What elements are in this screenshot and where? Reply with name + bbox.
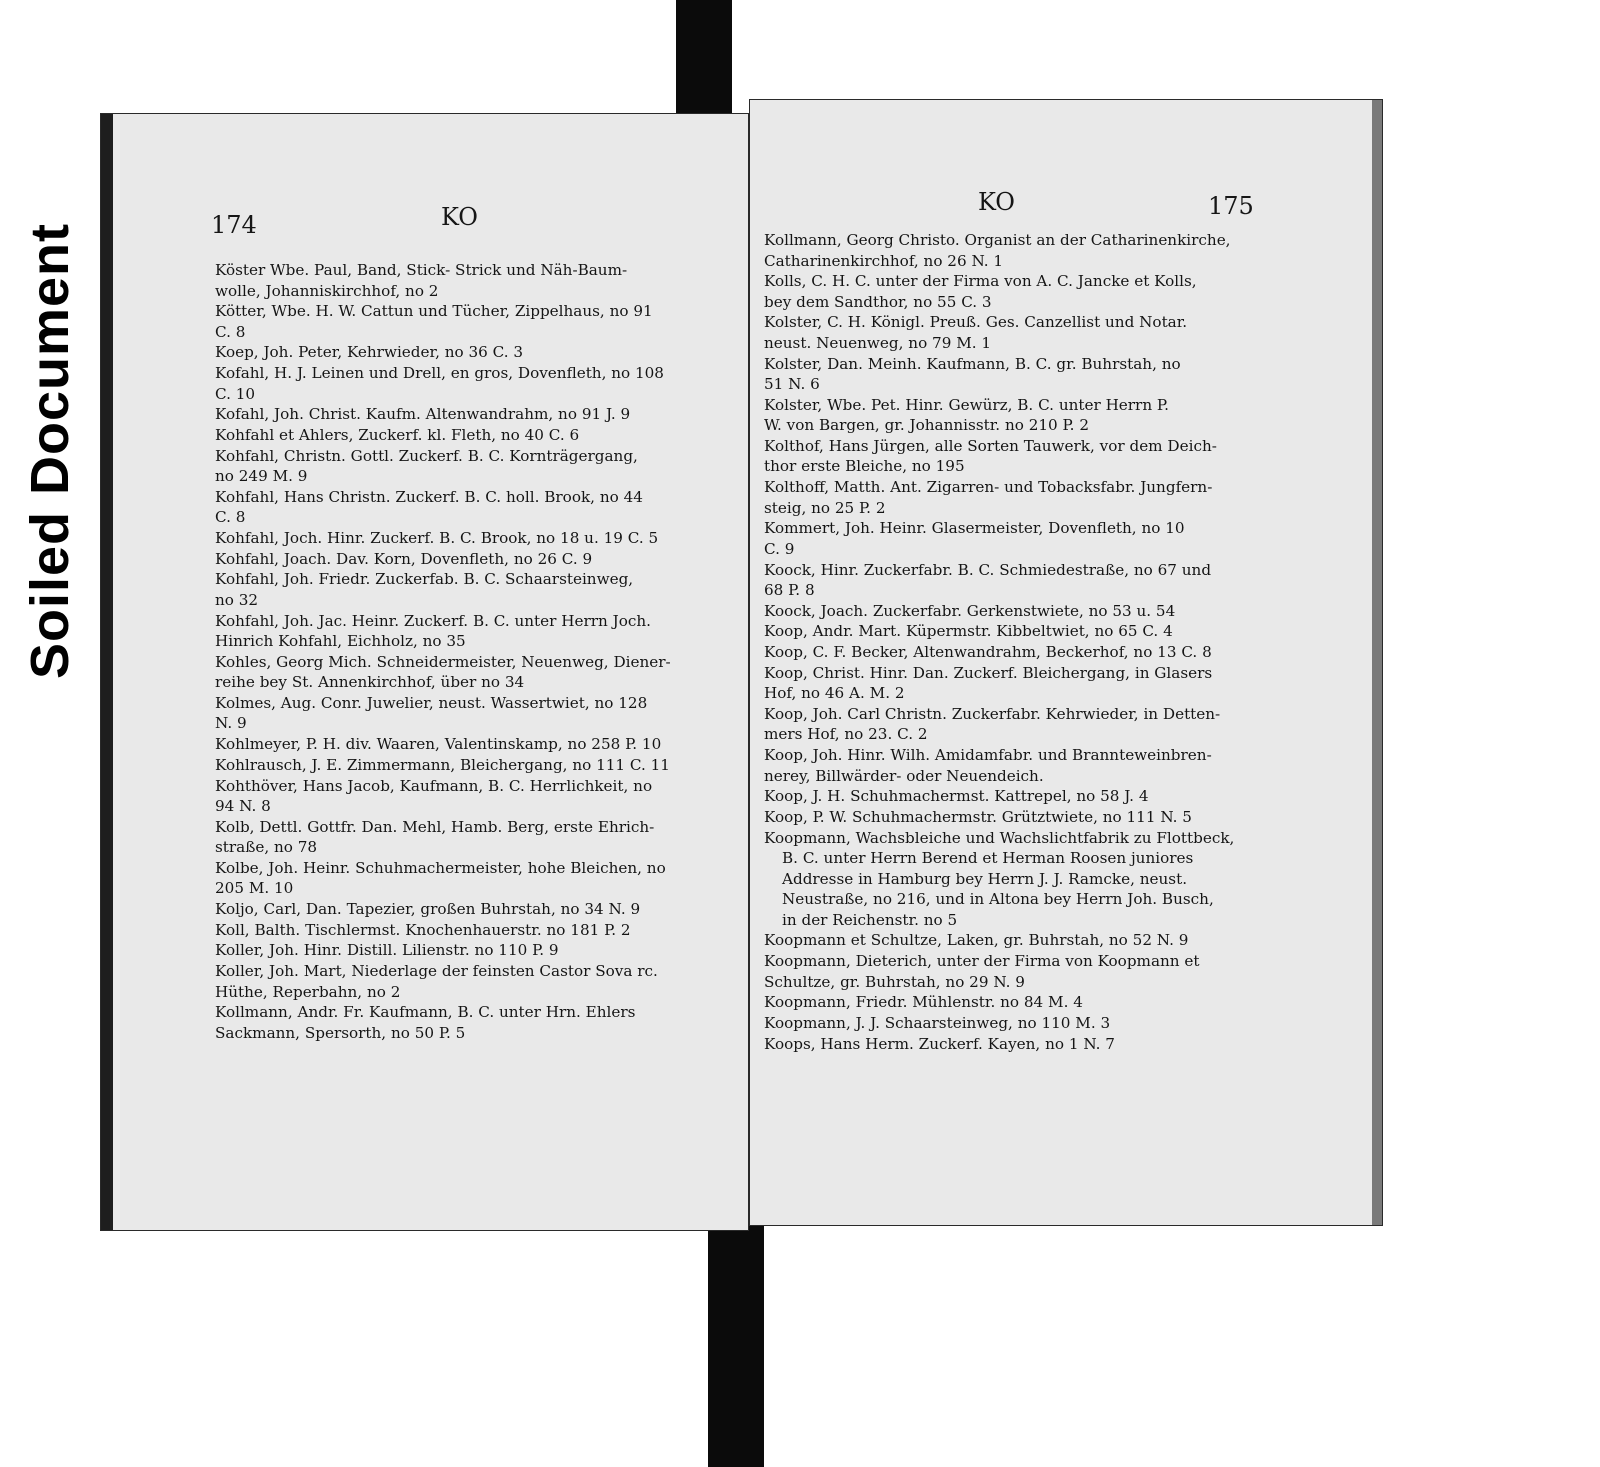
entry-line: Kötter, Wbe. H. W. Cattun und Tücher, Zippelhaus, no 91 xyxy=(215,302,653,321)
entry-line: Kohfahl, Christn. Gottl. Zuckerf. B. C. Kornträgergang, xyxy=(215,446,638,465)
directory-entry xyxy=(215,693,725,734)
directory-entry xyxy=(764,642,1284,663)
entry-continuation: neust. Neuenweg, no 79 M. 1 xyxy=(764,333,992,352)
directory-entry xyxy=(764,312,1284,353)
directory-entry xyxy=(215,404,725,425)
entry-line: Kollmann, Andr. Fr. Kaufmann, B. C. unter Hrn. Ehlers xyxy=(215,1003,636,1022)
entry-line: Kohlrausch, J. E. Zimmermann, Bleichergang, no 111 C. 11 xyxy=(215,755,670,774)
directory-entry xyxy=(764,745,1284,786)
entry-line: Koock, Hinr. Zuckerfabr. B. C. Schmiedestraße, no 67 und xyxy=(764,560,1212,579)
entry-continuation: Hüthe, Reperbahn, no 2 xyxy=(215,982,401,1001)
entry-continuation: C. 9 xyxy=(764,539,795,558)
entry-line: Kommert, Joh. Heinr. Glasermeister, Dovenfleth, no 10 xyxy=(764,519,1185,538)
directory-entry xyxy=(215,611,725,652)
entry-line: Koop, Andr. Mart. Küpermstr. Kibbeltwiet, no 65 C. 4 xyxy=(764,622,1173,641)
directory-entry xyxy=(215,776,725,817)
entry-line: Koep, Joh. Peter, Kehrwieder, no 36 C. 3 xyxy=(215,343,524,362)
entry-continuation: Hof, no 46 A. M. 2 xyxy=(764,684,905,703)
directory-entry xyxy=(215,487,725,528)
directory-entry xyxy=(764,621,1284,642)
entry-continuation: thor erste Bleiche, no 195 xyxy=(764,457,965,476)
entry-line: Koop, Joh. Carl Christn. Zuckerfabr. Kehrwieder, in Detten- xyxy=(764,704,1221,723)
entry-line: Koop, C. F. Becker, Altenwandrahm, Beckerhof, no 13 C. 8 xyxy=(764,643,1212,662)
entry-list xyxy=(764,230,1284,1054)
entry-line: Kohfahl, Joch. Hinr. Zuckerf. B. C. Brook, no 18 u. 19 C. 5 xyxy=(215,529,659,547)
entry-line: Kolster, C. H. Königl. Preuß. Ges. Canzellist und Notar. xyxy=(764,313,1188,332)
directory-entry xyxy=(215,755,725,776)
directory-entry xyxy=(764,560,1284,601)
entry-continuation: C. 8 xyxy=(215,322,246,341)
entry-line: Kohfahl, Joh. Friedr. Zuckerfab. B. C. Schaarsteinweg, xyxy=(215,570,634,589)
entry-line: Kolthof, Hans Jürgen, alle Sorten Tauwerk, vor dem Deich- xyxy=(764,436,1217,455)
entry-line: Kolbe, Joh. Heinr. Schuhmachermeister, hohe Bleichen, no xyxy=(215,858,666,877)
directory-entry xyxy=(215,920,725,941)
directory-entry xyxy=(764,1013,1284,1034)
entry-line: Koller, Joh. Mart, Niederlage der feinsten Castor Sova rc. xyxy=(215,962,658,981)
bookmark-ribbon-top xyxy=(676,0,732,118)
directory-entry xyxy=(215,446,725,487)
entry-line: Kolmes, Aug. Conr. Juwelier, neust. Wassertwiet, no 128 xyxy=(215,693,648,712)
directory-entry xyxy=(764,663,1284,704)
directory-entry xyxy=(215,734,725,755)
directory-entry xyxy=(764,230,1284,271)
directory-entry xyxy=(764,271,1284,312)
directory-entry xyxy=(764,395,1284,436)
entry-line: Kohles, Georg Mich. Schneidermeister, Neuenweg, Diener- xyxy=(215,652,671,671)
page-number: 175 xyxy=(1208,192,1254,220)
entry-line: Kohfahl, Joach. Dav. Korn, Dovenfleth, no 26 C. 9 xyxy=(215,549,593,568)
entry-line: Kolster, Wbe. Pet. Hinr. Gewürz, B. C. unter Herrn P. xyxy=(764,395,1169,414)
directory-entry xyxy=(764,1034,1284,1055)
entry-continuation: 205 M. 10 xyxy=(215,879,294,898)
entry-line: Kolls, C. H. C. unter der Firma von A. C. Jancke et Kolls, xyxy=(764,272,1197,291)
entry-line: Kofahl, H. J. Leinen und Drell, en gros, Dovenfleth, no 108 xyxy=(215,364,664,383)
entry-line: Kohfahl et Ahlers, Zuckerf. kl. Fleth, no 40 C. 6 xyxy=(215,425,580,444)
directory-entry xyxy=(215,899,725,920)
page-number: 174 xyxy=(211,211,257,239)
entry-line: Koop, Christ. Hinr. Dan. Zuckerf. Bleichergang, in Glasers xyxy=(764,663,1213,682)
running-head: KO xyxy=(978,188,1015,216)
entry-continuation: Hinrich Kohfahl, Eichholz, no 35 xyxy=(215,632,466,651)
directory-entry xyxy=(215,940,725,961)
entry-line: Koller, Joh. Hinr. Distill. Lilienstr. no 110 P. 9 xyxy=(215,941,559,960)
entry-line: Kohthöver, Hans Jacob, Kaufmann, B. C. Herrlichkeit, no xyxy=(215,776,653,795)
entry-line: Kolster, Dan. Meinh. Kaufmann, B. C. gr. Buhrstah, no xyxy=(764,354,1181,373)
directory-entry xyxy=(215,569,725,610)
entry-line: Koops, Hans Herm. Zuckerf. Kayen, no 1 N. 7 xyxy=(764,1034,1115,1053)
entry-continuation: Sackmann, Spersorth, no 50 P. 5 xyxy=(215,1023,466,1042)
entry-continuation: nerey, Billwärder- oder Neuendeich. xyxy=(764,766,1044,785)
directory-entry xyxy=(764,930,1284,951)
entry-line: Koock, Joach. Zuckerfabr. Gerkenstwiete, no 53 u. 54 xyxy=(764,601,1176,620)
directory-entry xyxy=(764,951,1284,992)
entry-line: Koop, J. H. Schuhmachermst. Kattrepel, no 58 J. 4 xyxy=(764,787,1149,806)
directory-entry xyxy=(215,961,725,1002)
entry-line: Kofahl, Joh. Christ. Kaufm. Altenwandrahm, no 91 J. 9 xyxy=(215,405,631,424)
entry-continuation: B. C. unter Herrn Berend et Herman Roosen juniores xyxy=(782,849,1194,868)
directory-entry xyxy=(764,436,1284,477)
entry-continuation: Schultze, gr. Buhrstah, no 29 N. 9 xyxy=(764,972,1025,991)
entry-line: Koop, Joh. Hinr. Wilh. Amidamfabr. und Brannteweinbren- xyxy=(764,746,1212,765)
entry-line: Koopmann, Wachsbleiche und Wachslichtfabrik zu Flottbeck, xyxy=(764,828,1235,847)
directory-entry xyxy=(764,828,1284,931)
entry-continuation: bey dem Sandthor, no 55 C. 3 xyxy=(764,292,992,311)
directory-entry xyxy=(764,704,1284,745)
left-page xyxy=(101,114,748,1230)
entry-continuation: steig, no 25 P. 2 xyxy=(764,498,886,517)
directory-entry xyxy=(215,858,725,899)
directory-entry xyxy=(215,1002,725,1043)
entry-continuation: C. 8 xyxy=(215,508,246,527)
entry-continuation: 51 N. 6 xyxy=(764,375,820,394)
directory-entry xyxy=(215,817,725,858)
entry-continuation: Addresse in Hamburg bey Herrn J. J. Ramcke, neust. xyxy=(782,869,1188,888)
directory-entry xyxy=(764,786,1284,807)
directory-entry xyxy=(764,601,1284,622)
directory-entry xyxy=(764,518,1284,559)
directory-entry xyxy=(215,528,725,549)
directory-entry xyxy=(215,301,725,342)
entry-continuation: C. 10 xyxy=(215,384,256,403)
directory-entry xyxy=(215,363,725,404)
directory-entry xyxy=(215,549,725,570)
directory-entry xyxy=(764,354,1284,395)
entry-list xyxy=(215,260,725,1044)
entry-continuation: W. von Bargen, gr. Johannisstr. no 210 P. 2 xyxy=(764,416,1089,435)
entry-continuation: in der Reichenstr. no 5 xyxy=(782,910,958,929)
directory-entry xyxy=(215,342,725,363)
entry-continuation: no 32 xyxy=(215,590,259,609)
entry-continuation: 68 P. 8 xyxy=(764,581,815,599)
entry-continuation: reihe bey St. Annenkirchhof, über no 34 xyxy=(215,673,525,692)
bookmark-ribbon-bottom xyxy=(708,1222,764,1467)
entry-line: Kollmann, Georg Christo. Organist an der Catharinenkirche, xyxy=(764,231,1231,249)
entry-line: Kolb, Dettl. Gottfr. Dan. Mehl, Hamb. Berg, erste Ehrich- xyxy=(215,817,655,836)
entry-line: Köster Wbe. Paul, Band, Stick- Strick und Näh-Baum- xyxy=(215,261,628,279)
entry-continuation: no 249 M. 9 xyxy=(215,467,308,486)
directory-entry xyxy=(764,992,1284,1013)
entry-continuation: 94 N. 8 xyxy=(215,797,271,815)
entry-line: Kolthoff, Matth. Ant. Zigarren- und Tobacksfabr. Jungfern- xyxy=(764,478,1213,497)
entry-line: Kohfahl, Joh. Jac. Heinr. Zuckerf. B. C. unter Herrn Joch. xyxy=(215,611,651,630)
entry-line: Koopmann, Dieterich, unter der Firma von Koopmann et xyxy=(764,952,1200,971)
soiled-document-label: Soiled Document xyxy=(20,222,80,680)
entry-line: Koljo, Carl, Dan. Tapezier, großen Buhrstah, no 34 N. 9 xyxy=(215,900,641,919)
entry-continuation: straße, no 78 xyxy=(215,838,318,857)
entry-continuation: N. 9 xyxy=(215,714,247,733)
running-head: KO xyxy=(441,203,478,231)
directory-entry xyxy=(764,807,1284,828)
directory-entry xyxy=(215,425,725,446)
entry-line: Kohlmeyer, P. H. div. Waaren, Valentinskamp, no 258 P. 10 xyxy=(215,735,662,754)
entry-line: Koopmann, J. J. Schaarsteinweg, no 110 M. 3 xyxy=(764,1013,1111,1032)
directory-entry xyxy=(764,477,1284,518)
entry-continuation: wolle, Johanniskirchhof, no 2 xyxy=(215,281,439,300)
entry-line: Koll, Balth. Tischlermst. Knochenhauerstr. no 181 P. 2 xyxy=(215,920,631,939)
entry-line: Koopmann, Friedr. Mühlenstr. no 84 M. 4 xyxy=(764,993,1083,1012)
entry-line: Koop, P. W. Schuhmachermstr. Grütztwiete, no 111 N. 5 xyxy=(764,808,1192,826)
entry-continuation: mers Hof, no 23. C. 2 xyxy=(764,725,928,744)
right-page xyxy=(750,100,1382,1225)
directory-entry xyxy=(215,652,725,693)
entry-continuation: Catharinenkirchhof, no 26 N. 1 xyxy=(764,251,1004,270)
entry-line: Koopmann et Schultze, Laken, gr. Buhrstah, no 52 N. 9 xyxy=(764,931,1189,950)
entry-continuation: Neustraße, no 216, und in Altona bey Herrn Joh. Busch, xyxy=(782,890,1214,909)
directory-entry xyxy=(215,260,725,301)
entry-line: Kohfahl, Hans Christn. Zuckerf. B. C. holl. Brook, no 44 xyxy=(215,487,643,506)
